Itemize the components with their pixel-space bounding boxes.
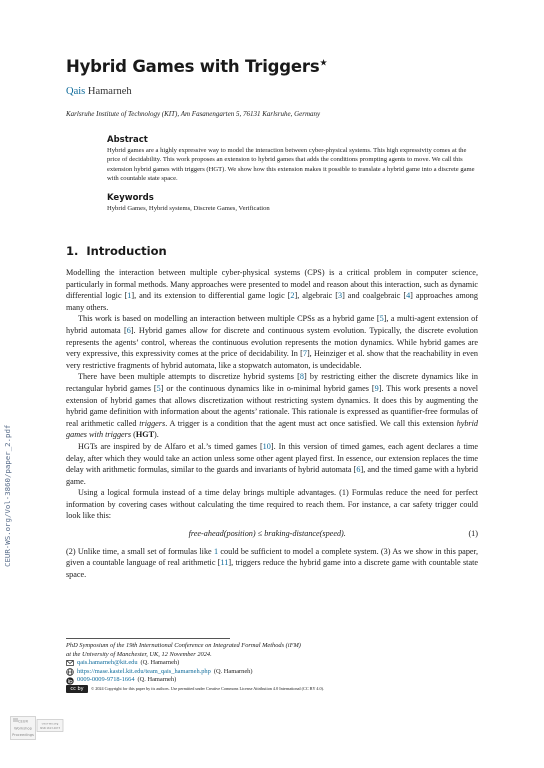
cc-by-license-icon: cc by xyxy=(66,685,88,693)
citation-link[interactable]: 7 xyxy=(302,349,307,359)
section-heading-introduction xyxy=(66,244,167,258)
homepage-owner: (Q. Hamarneh) xyxy=(213,667,253,675)
email-row xyxy=(66,659,478,668)
equation-expression: free-ahead(position) ≤ braking-distance(speed). xyxy=(188,529,346,539)
citation-link[interactable]: 11 xyxy=(220,558,229,568)
abstract-block xyxy=(107,135,479,183)
body-text xyxy=(66,267,478,580)
title-footnote-mark: ★ xyxy=(319,58,328,69)
emphasis-text: triggers xyxy=(139,418,166,428)
citation-link[interactable]: 5 xyxy=(379,314,384,324)
paragraph: There have been multiple attempts to discretize hybrid systems [8] by restricting either the discrete dynamics like in rectangular hybrid games [5] or the continuous dynamics like in o-minimal hybrid games [9]. This work presents a novel extension of hybrid games that allows discretization without restricting system dynamics. It does this by augmenting the hybrid game definition with information about the agents’ rationale. This rationale is expressed as quantifier-free formulas of real arithmetic called triggers. A trigger is a condition that the agent must act once satisfied. We call this extension hybrid games with triggers (HGT). xyxy=(66,372,478,440)
orcid-owner: (Q. Hamarneh) xyxy=(137,676,177,684)
keywords-block xyxy=(107,193,479,213)
citation-link[interactable]: 3 xyxy=(338,291,343,301)
citation-link[interactable]: 5 xyxy=(156,383,161,393)
affiliation: Karlsruhe Institute of Technology (KIT), Am Fasanengarten 5, 76131 Karlsruhe, Germany xyxy=(66,110,321,118)
globe-icon xyxy=(66,668,74,676)
citation-link[interactable]: 8 xyxy=(299,372,304,382)
citation-link[interactable]: 4 xyxy=(406,291,411,301)
ceur-logo-issn: ISSN 1613-0073 xyxy=(39,727,61,730)
homepage-link[interactable]: https://mase.kastel.kit.edu/team_qais_hamarneh.php xyxy=(77,667,211,675)
paragraph: HGTs are inspired by de Alfaro et al.’s timed games [10]. In this version of timed games, each agent declares a time delay, after which they would take an action unless some other agent played first. In essence, our extension replaces the time delay with arithmetic formulas, similar to the guards and invariants of hybrid automata [6], and the timed game with a hybrid game. xyxy=(66,441,479,486)
author-line xyxy=(66,86,132,97)
citation-link[interactable]: 10 xyxy=(262,441,271,451)
ceur-workshop-logo xyxy=(10,716,80,740)
email-owner: (Q. Hamarneh) xyxy=(140,659,180,667)
author-given-name[interactable]: Qais xyxy=(66,86,86,97)
equation-label: (1) xyxy=(468,529,478,539)
orcid-row xyxy=(66,676,478,685)
citation-link[interactable]: 6 xyxy=(126,325,131,335)
ceur-logo-line2: Workshop xyxy=(14,726,32,731)
bold-text: HGT xyxy=(135,430,155,440)
email-link[interactable]: qais.hamarneh@kit.edu xyxy=(77,659,138,667)
orcid-link[interactable]: 0009-0009-9718-1664 xyxy=(77,676,135,684)
venue-line-2: at the University of Manchester, UK, 12 November 2024. xyxy=(66,650,212,658)
ceur-logo-line3: Proceedings xyxy=(12,732,34,737)
abstract-heading: Abstract xyxy=(107,135,148,145)
footnote-rule xyxy=(66,638,230,639)
keywords-text: Hybrid Games, Hybrid systems, Discrete Games, Verification xyxy=(107,205,270,212)
venue-line-1: PhD Symposium of the 19th International Conference on Integrated Formal Methods (iFM) xyxy=(66,642,301,649)
paper-title-text: Hybrid Games with Triggers xyxy=(66,57,320,76)
section-title: Introduction xyxy=(86,244,167,258)
paragraph: This work is based on modelling an interaction between multiple CPSs as a hybrid game [5], a multi-agent extension of hybrid automata [6]. Hybrid games allow for discrete and continuous system evolution. Typically, the discrete evolution represents the agents’ control, whereas the continuous evolution represents the motion dynamics. While hybrid games are very expressive, this expressivity comes at the price of decidability. In [7], Heinziger et al. show that the reachability in even very restrictive fragments of hybrid automata, like a stopwatch automaton, is undecidable. xyxy=(66,314,478,370)
ceur-logo-line1: CEUR xyxy=(18,719,28,724)
homepage-row xyxy=(66,668,478,677)
copyright-row xyxy=(66,685,478,694)
abstract-text: Hybrid games are a highly expressive way to model the interaction between cyber-physical systems. This high expressivity comes at the price of decidability. This work proposes an extension to hybrid games that adds the conditions prompting agents to move. We call this extension hybrid games with triggers (HGT). We show how this extension makes it possible to translate a hybrid game into a discrete game with countable state space. xyxy=(107,147,475,182)
footnotes xyxy=(66,642,478,694)
paragraph: (2) Unlike time, a small set of formulas like 1 could be sufficient to model a complete system. (3) As we show in this paper, given a countable language of real arithmetic [11], triggers reduce the hybrid game into a discrete game with countable state space. xyxy=(66,546,478,579)
side-identifier: CEUR-WS.org/Vol-3860/paper_2.pdf xyxy=(3,424,12,567)
paragraph: Using a logical formula instead of a time delay brings multiple advantages. (1) Formulas reduce the need for perfect information by covering cases without calculating the time required to reach them. For instance, a car safety trigger could look like this: xyxy=(66,488,478,521)
email-icon xyxy=(66,659,74,667)
citation-link[interactable]: 9 xyxy=(374,383,379,393)
paper-title xyxy=(66,57,327,76)
copyright-text: © 2024 Copyright for this paper by its authors. Use permitted under Creative Commons License Attribution 4.0 International (CC BY 4.0). xyxy=(91,685,325,691)
keywords-heading: Keywords xyxy=(107,193,154,203)
author-family-name: Hamarneh xyxy=(87,86,132,97)
equation-1 xyxy=(66,528,478,540)
citation-link[interactable]: 1 xyxy=(214,546,219,556)
emphasis-text: hybrid games with triggers xyxy=(66,418,478,440)
citation-link[interactable]: 1 xyxy=(127,291,132,301)
section-number: 1. xyxy=(66,244,79,258)
citation-link[interactable]: 2 xyxy=(290,291,295,301)
paragraph: Modelling the interaction between multiple cyber-physical systems (CPS) is a critical problem in computer science, particularly in formal methods. Many approaches were presented to model and reason about this interaction, such as dynamic differential logic [1], and its extension to differential game logic [2], algebraic [3] and coalgebraic [4] approaches among many others. xyxy=(66,268,478,312)
citation-link[interactable]: 6 xyxy=(356,465,361,475)
ceur-logo-site: ceur-ws.org xyxy=(41,721,59,726)
orcid-icon xyxy=(66,677,74,685)
